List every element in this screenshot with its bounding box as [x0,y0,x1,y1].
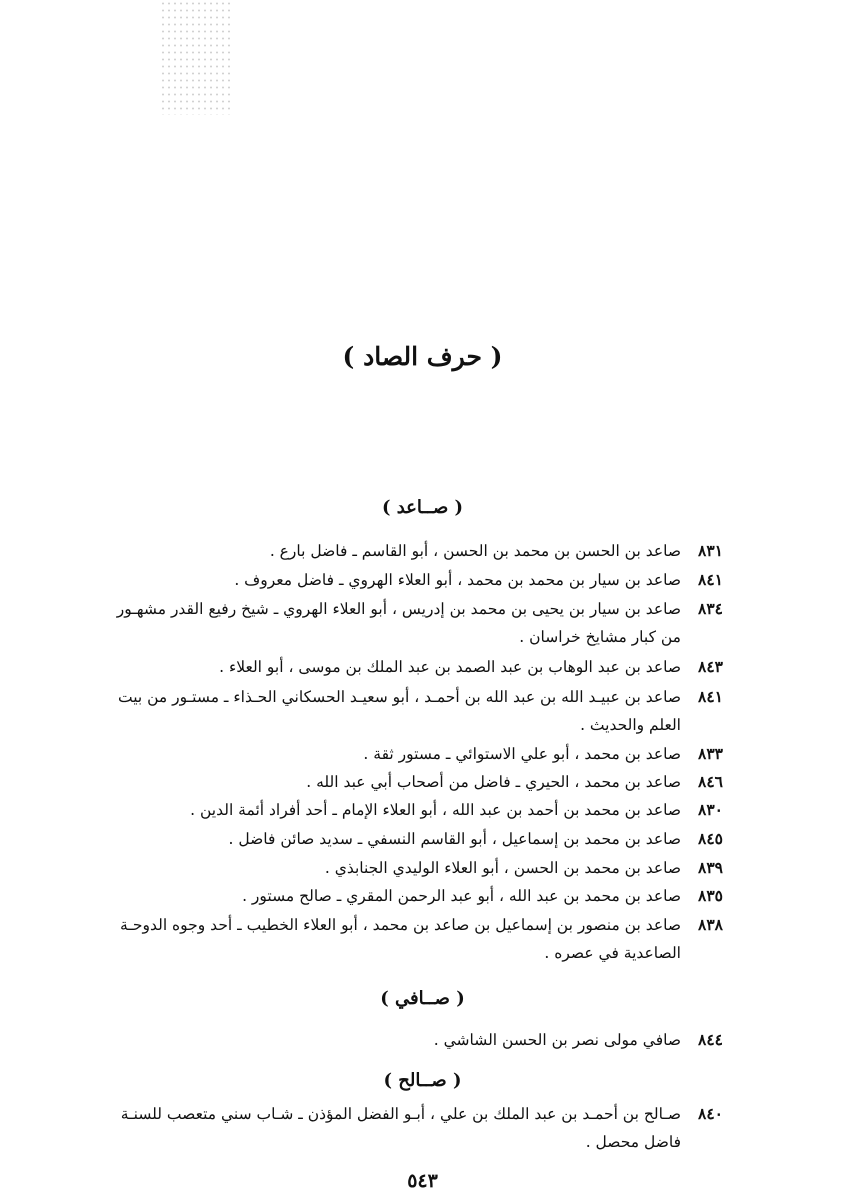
entry [123,740,723,768]
entry-number: ٨٤٤ [698,1030,723,1049]
entry [117,683,723,739]
entry-text: صاعد بن منصور بن إسماعيل بن صاعد بن محمد ، أبو العلاء الخطيب ـ أحد وجوه الدوحـة [120,916,681,934]
section-title-saed: ( صــاعد ) [381,497,464,518]
entry-text: صاعد بن سيار بن يحيى بن محمد بن إدريس ، أبو العلاء الهروي ـ شيخ رفيع القدر مشهـور [116,600,681,618]
entry-text: صاعد بن محمد بن عبد الله ، أبو عبد الرحمن المقري ـ صالح مستور . [242,887,681,905]
entry [123,537,723,565]
entry [123,768,723,796]
entry [123,825,723,853]
entry-text: صاعد بن الحسن بن محمد بن الحسن ، أبو القاسم ـ فاضل بارع . [269,542,681,560]
entry-number: ٨٤٦ [698,772,723,791]
entry [123,854,723,882]
entry [116,595,723,651]
scan-noise [160,0,230,115]
entry [123,566,723,594]
entry-number: ٨٤٠ [698,1104,723,1123]
entry-text: صافي مولى نصر بن الحسن الشاشي . [433,1031,681,1049]
entry-number: ٨٣٠ [698,800,723,819]
entry-number: ٨٤٥ [698,829,723,848]
entry-number: ٨٤١ [698,570,723,589]
entry-text-continued: من كبار مشايخ خراسان . [519,628,681,646]
entry-number: ٨٣٣ [698,744,723,763]
entry-text: صاعد بن محمد بن إسماعيل ، أبو القاسم النسفي ـ سديد صائن فاضل . [228,830,681,848]
entry-text: صاعد بن محمد بن أحمد بن عبد الله ، أبو العلاء الإمام ـ أحد أفراد أئمة الدين . [190,801,681,819]
entry-text: صاعد بن عبد الوهاب بن عبد الصمد بن عبد الملك بن موسى ، أبو العلاء . [219,658,681,676]
page-number: ٥٤٣ [407,1170,438,1192]
entry [120,911,723,967]
entry-text-continued: العلم والحديث . [580,716,681,734]
entry-text: صاعد بن محمد ، الحيري ـ فاضل من أصحاب أبي عبد الله . [306,773,681,791]
entry-number: ٨٣٩ [698,858,723,877]
entry-text: صاعد بن سيار بن محمد بن محمد ، أبو العلاء الهروي ـ فاضل معروف . [234,571,681,589]
entry-text: صاعد بن محمد بن الحسن ، أبو العلاء الوليدي الجنابذي . [324,859,681,877]
entry-number: ٨٤١ [698,687,723,706]
entry [123,796,723,824]
entry-text: صـالح بن أحمـد بن عبد الملك بن علي ، أبـو الفضل المؤذن ـ شـاب سني متعصب للسنـة [120,1105,681,1123]
entry-text-continued: فاضل محصل . [585,1133,681,1151]
section-title-safi: ( صــافي ) [380,988,465,1009]
entry-number: ٨٣٤ [698,599,723,618]
entry-number: ٨٣٥ [698,886,723,905]
entry-text-continued: الصاعدية في عصره . [544,944,681,962]
entry [123,1026,723,1054]
entry [123,882,723,910]
section-title-saleh: ( صــالح ) [383,1070,462,1091]
entry-number: ٨٣١ [698,541,723,560]
entry-number: ٨٣٨ [698,915,723,934]
entry [120,1100,723,1156]
chapter-title: ( حرف الصاد ) [342,342,503,371]
entry [123,653,723,681]
entry-text: صاعد بن عبيـد الله بن عبد الله بن أحمـد ، أبو سعيـد الحسكاني الحـذاء ـ مستـور من بيت [117,688,681,706]
entry-text: صاعد بن محمد ، أبو علي الاستوائي ـ مستور ثقة . [363,745,681,763]
entry-number: ٨٤٣ [698,657,723,676]
